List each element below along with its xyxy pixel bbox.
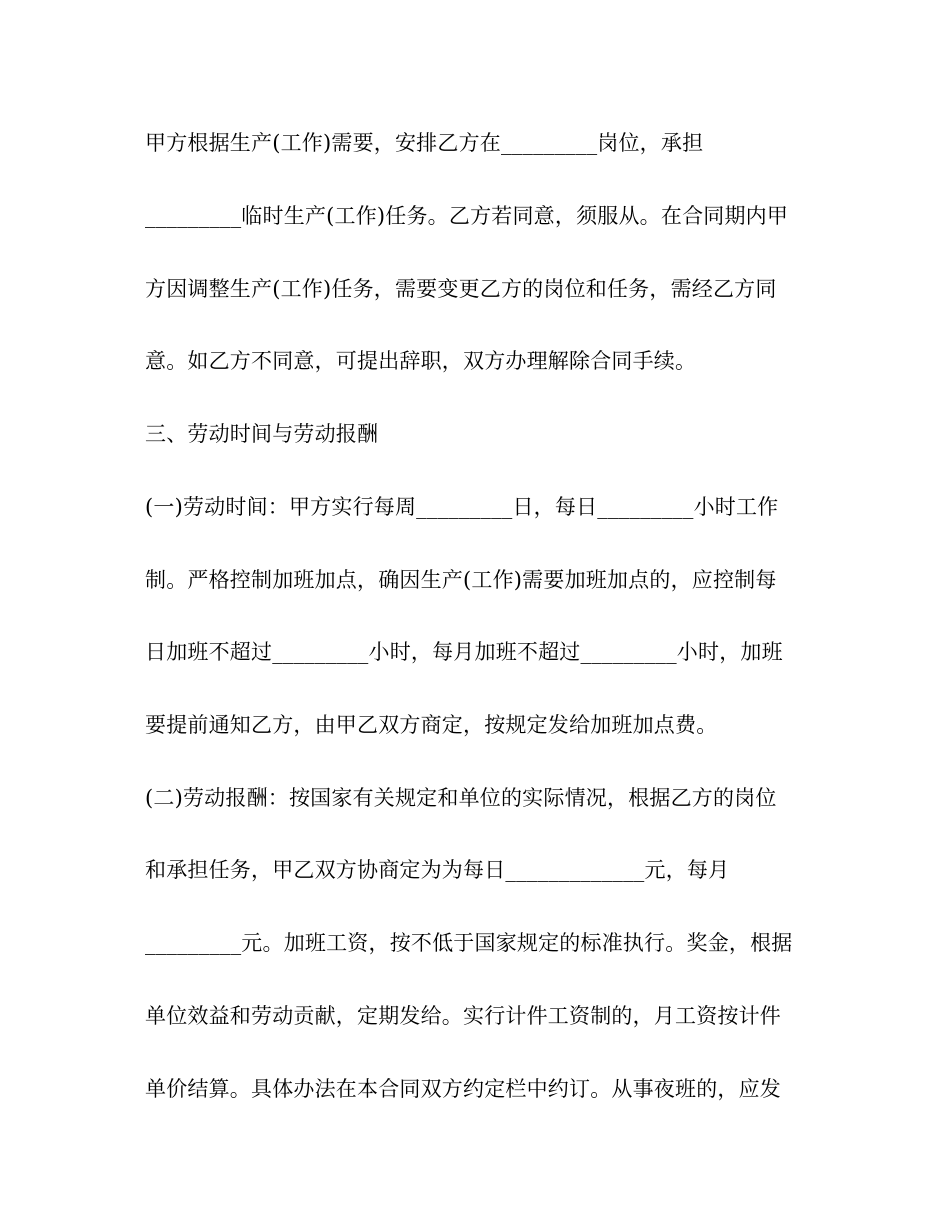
section-heading: 三、劳动时间与劳动报酬 [145,422,379,446]
paragraph-line: 单价结算。具体办法在本合同双方约定栏中约订。从事夜班的，应发 [145,1077,781,1101]
paragraph-line: _________临时生产(工作)任务。乙方若同意，须服从。在合同期内甲 [145,204,789,228]
paragraph-line: 制。严格控制加班加点，确因生产(工作)需要加班加点的，应控制每 [145,568,777,592]
paragraph-line: (一)劳动时间：甲方实行每周_________日，每日_________小时工作 [145,495,779,519]
paragraph-line: 要提前通知乙方，由甲乙双方商定，按规定发给加班加点费。 [145,713,718,737]
paragraph-line: 甲方根据生产(工作)需要，安排乙方在_________岗位，承担 [145,131,704,155]
paragraph-line: 意。如乙方不同意，可提出辞职，双方办理解除合同手续。 [145,349,697,373]
paragraph-line: 和承担任务，甲乙双方协商定为为每日_____________元，每月 [145,858,730,882]
paragraph-line: (二)劳动报酬：按国家有关规定和单位的实际情况，根据乙方的岗位 [145,786,777,810]
paragraph-line: 单位效益和劳动贡献，定期发给。实行计件工资制的，月工资按计件 [145,1004,781,1028]
paragraph-line: 日加班不超过_________小时，每月加班不超过_________小时，加班 [145,640,783,664]
paragraph-line: 方因调整生产(工作)任务，需要变更乙方的岗位和任务，需经乙方同 [145,277,777,301]
paragraph-line: _________元。加班工资，按不低于国家规定的标准执行。奖金，根据 [145,931,793,955]
